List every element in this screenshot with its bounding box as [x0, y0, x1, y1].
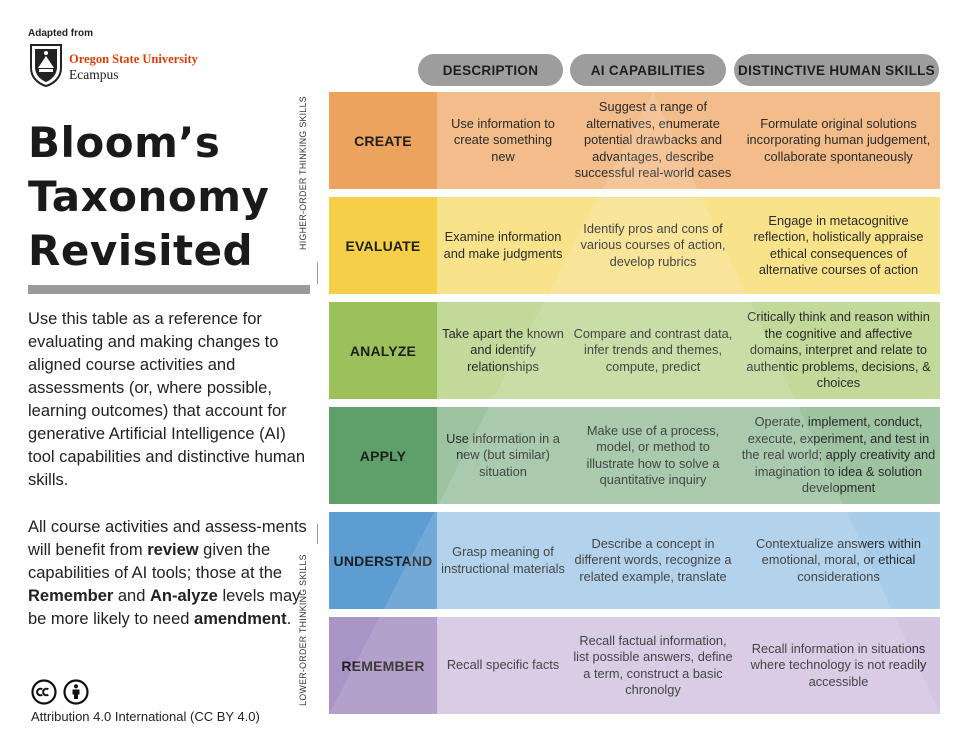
human-skills-cell [737, 302, 940, 399]
higher-order-divider [317, 262, 318, 284]
description-text: Take apart the known and identify relationships [442, 325, 564, 374]
description-cell [437, 512, 569, 609]
human-skills-text: Contextualize answers within emotional, moral, or ethical considerations [755, 535, 922, 584]
level-label-create: CREATE [329, 92, 437, 189]
review-bold-2: Remember [28, 587, 114, 605]
review-text-2: given the capabilities of AI tools; those at the [28, 541, 283, 582]
title-line-2: Taxonomy [28, 172, 270, 221]
ai-capabilities-cell [569, 407, 737, 504]
osu-ecampus-logo [28, 42, 218, 90]
ai-capabilities-text: Suggest a range of alternatives, enumerate potential drawbacks and advantages, describe successful real-world cases [574, 99, 732, 181]
review-text-4: levels may be more likely to need [28, 587, 301, 628]
human-skills-cell [737, 512, 940, 609]
attribution-person-icon [63, 679, 89, 705]
level-label-evaluate: EVALUATE [329, 197, 437, 294]
row-apply [329, 407, 940, 504]
unit-name: Ecampus [69, 67, 119, 82]
higher-order-text: HIGHER-ORDER THINKING SKILLS [298, 96, 308, 250]
description-cell [437, 302, 569, 399]
row-analyze [329, 302, 940, 399]
description-text: Grasp meaning of instructional materials [441, 544, 565, 576]
level-label-understand: UNDERSTAND [329, 512, 437, 609]
human-skills-cell [737, 197, 940, 294]
review-text-3: and [113, 587, 150, 605]
ai-capabilities-text: Make use of a process, model, or method to illustrate how to solve a quantitative inquiry [586, 422, 720, 487]
human-skills-text: Operate, implement, conduct, execute, experiment, and test in the real world; apply creativity and imagination to idea & solution development [741, 414, 936, 496]
description-cell [437, 407, 569, 504]
human-skills-cell [737, 617, 940, 714]
osu-seal-icon [28, 42, 64, 88]
review-bold-3: An-alyze [150, 587, 218, 605]
lower-order-text: LOWER-ORDER THINKING SKILLS [298, 554, 308, 706]
description-text: Recall specific facts [446, 657, 560, 673]
header-description: DESCRIPTION [418, 54, 563, 86]
creative-commons-icon [31, 679, 57, 705]
description-cell [437, 617, 569, 714]
review-text-1: All course activities and assess-ments will benefit from [28, 518, 307, 559]
ai-capabilities-cell [569, 92, 737, 189]
ai-capabilities-cell [569, 302, 737, 399]
level-label-remember: REMEMBER [329, 617, 437, 714]
license-text: Attribution 4.0 International (CC BY 4.0) [31, 709, 260, 724]
description-text: Examine information and make judgments [443, 229, 563, 261]
higher-order-label [296, 92, 310, 254]
title-line-1: Bloom’s [28, 118, 221, 167]
review-bold-1: review [147, 541, 199, 559]
ai-capabilities-cell [569, 197, 737, 294]
review-paragraph [28, 516, 308, 631]
review-text-5: . [286, 610, 292, 628]
human-skills-cell [737, 92, 940, 189]
ai-capabilities-text: Identify pros and cons of various courses of action, develop rubrics [580, 220, 726, 269]
ai-capabilities-cell [569, 617, 737, 714]
level-label-analyze: ANALYZE [329, 302, 437, 399]
human-skills-text: Engage in metacognitive reflection, holistically appraise ethical consequences of alternative courses of action [753, 212, 924, 277]
ai-capabilities-text: Describe a concept in different words, recognize a related example, translate [574, 535, 732, 584]
adapted-from-label: Adapted from [28, 28, 93, 39]
header-human-skills: DISTINCTIVE HUMAN SKILLS [734, 54, 939, 86]
license-icons [31, 679, 89, 705]
human-skills-text: Formulate original solutions incorporating human judgement, collaborate spontaneously [746, 115, 931, 164]
row-evaluate [329, 197, 940, 294]
description-cell [437, 197, 569, 294]
university-name: Oregon State University [69, 52, 198, 66]
title-line-3: Revisited [28, 226, 254, 275]
description-text: Use information to create something new [451, 115, 555, 164]
page-title [28, 116, 328, 278]
row-create [329, 92, 940, 189]
title-divider [28, 285, 310, 294]
lower-order-label [296, 548, 310, 712]
row-remember [329, 617, 940, 714]
human-skills-text: Recall information in situations where technology is not readily accessible [750, 640, 927, 689]
intro-paragraph: Use this table as a reference for evaluating and making changes to aligned course activities and assessments (or, where possible, learning outcomes) that account for generative Artificial Intelligence (AI) tool capabilities and distinctive human skills. [28, 310, 305, 489]
lower-order-divider [317, 524, 318, 544]
human-skills-cell [737, 407, 940, 504]
description-text: Use information in a new (but similar) situation [446, 430, 560, 479]
ai-capabilities-cell [569, 512, 737, 609]
level-label-apply: APPLY [329, 407, 437, 504]
human-skills-text: Critically think and reason within the cognitive and affective domains, interpret and relate to authentic problems, decisions, & choices [746, 309, 931, 391]
row-understand [329, 512, 940, 609]
ai-capabilities-text: Compare and contrast data, infer trends and themes, compute, predict [573, 325, 733, 374]
ai-capabilities-text: Recall factual information, list possible answers, define a term, construct a basic chronolgy [573, 632, 733, 697]
description-cell [437, 92, 569, 189]
header-ai-capabilities: AI CAPABILITIES [570, 54, 726, 86]
review-bold-4: amendment [194, 610, 287, 628]
